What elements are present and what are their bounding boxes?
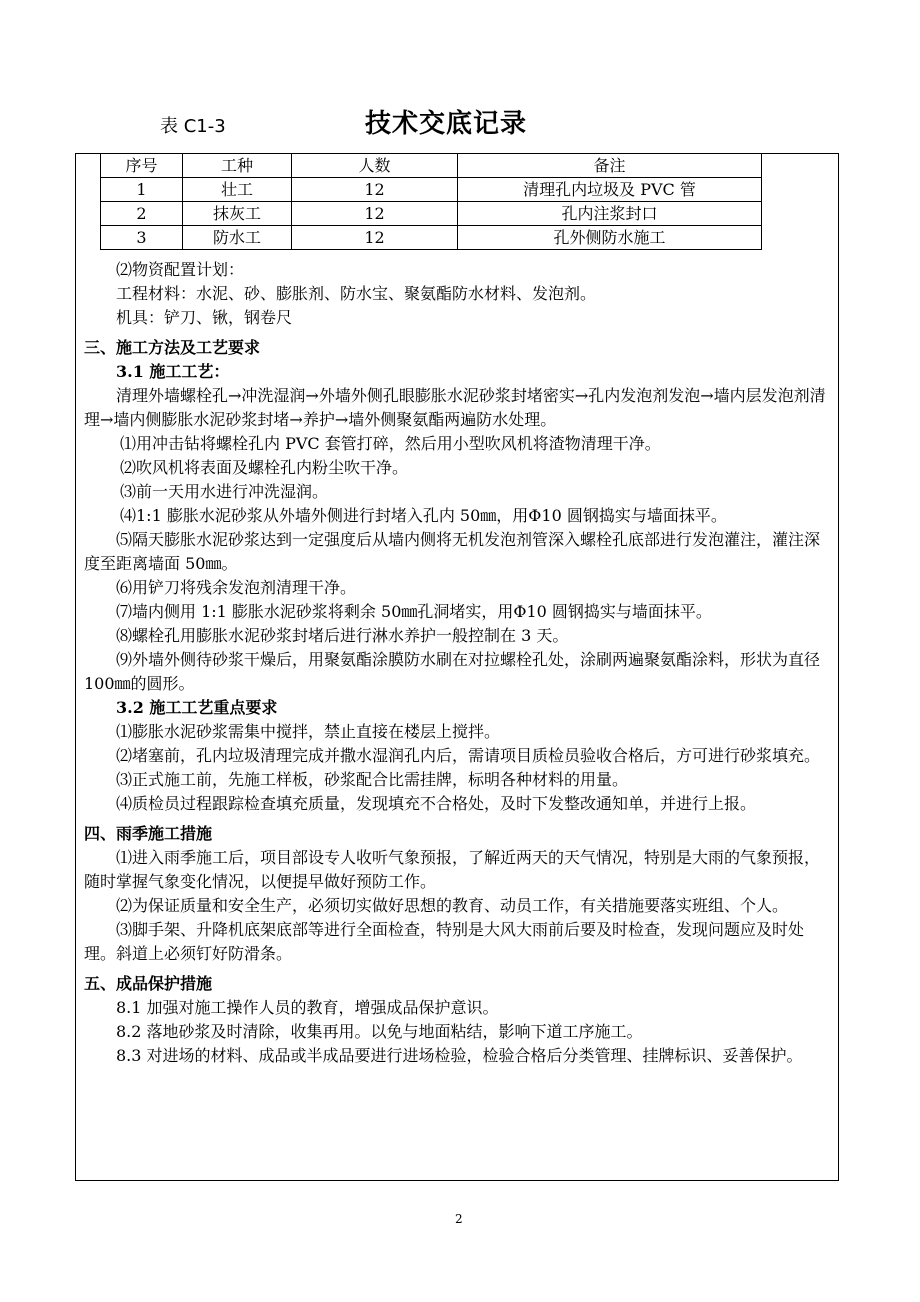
table-row <box>101 202 762 226</box>
cell-index: 2 <box>101 202 183 226</box>
cell-remarks: 清理孔内垃圾及 PVC 管 <box>458 178 762 202</box>
section-3-1-title: 3.1 施工工艺： <box>116 362 230 381</box>
cell-headcount: 12 <box>292 202 458 226</box>
col-header-index: 序号 <box>101 154 183 178</box>
cell-index: 3 <box>101 226 183 250</box>
cell-trade: 壮工 <box>183 178 292 202</box>
materials-tools: 机具：铲刀、锹，钢卷尺 <box>116 308 293 327</box>
page-number: 2 <box>455 1212 463 1226</box>
process-step: ⑵吹风机将表面及螺栓孔内粉尘吹干净。 <box>120 458 409 477</box>
record-body <box>84 258 830 1068</box>
key-point: ⑷质检员过程跟踪检查填充质量，发现填充不合格处，及时下发整改通知单，并进行上报。 <box>116 794 757 813</box>
protection-measure: 8.2 落地砂浆及时清除，收集再用。以免与地面粘结，影响下道工序施工。 <box>116 1022 643 1041</box>
materials-engineering: 工程材料：水泥、砂、膨胀剂、防水宝、聚氨酯防水材料、发泡剂。 <box>116 284 597 303</box>
section-3-2-title: 3.2 施工工艺重点要求 <box>116 698 278 717</box>
process-step: ⑴用冲击钻将螺栓孔内 PVC 套管打碎，然后用小型吹风机将渣物清理干净。 <box>120 434 661 453</box>
rain-measure: ⑴进入雨季施工后，项目部设专人收听气象预报，了解近两天的天气情况，特别是大雨的气象预报，随时掌握气象变化情况，以便提早做好预防工作。 <box>84 848 821 891</box>
key-point: ⑶正式施工前，先施工样板，砂浆配合比需挂牌，标明各种材料的用量。 <box>116 770 629 789</box>
cell-remarks: 孔外侧防水施工 <box>458 226 762 250</box>
key-point: ⑵堵塞前，孔内垃圾清理完成并撒水湿润孔内后，需请项目质检员验收合格后，方可进行砂浆填充。 <box>116 746 821 765</box>
process-step: ⑼外墙外侧待砂浆干燥后，用聚氨酯涂膜防水刷在对拉螺栓孔处，涂刷两遍聚氨酯涂料，形状为直径 100㎜的圆形。 <box>84 650 821 693</box>
section-5-title: 五、成品保护措施 <box>84 974 213 993</box>
section-4-title: 四、雨季施工措施 <box>84 824 213 843</box>
cell-headcount: 12 <box>292 226 458 250</box>
protection-measure: 8.1 加强对施工操作人员的教育，增强成品保护意识。 <box>116 998 499 1017</box>
document-title: 技术交底记录 <box>365 109 528 139</box>
col-header-headcount: 人数 <box>292 154 458 178</box>
process-step: ⑶前一天用水进行冲洗湿润。 <box>120 482 329 501</box>
protection-measure: 8.3 对进场的材料、成品或半成品要进行进场检验，检验合格后分类管理、挂牌标识、妥善保护。 <box>116 1046 803 1065</box>
process-step: ⑺墙内侧用 1:1 膨胀水泥砂浆将剩余 50㎜孔洞堵实，用Φ10 圆钢捣实与墙面抹平。 <box>116 602 712 621</box>
cell-remarks: 孔内注浆封口 <box>458 202 762 226</box>
staff-table <box>100 154 762 250</box>
cell-trade: 抹灰工 <box>183 202 292 226</box>
staff-table-header-row <box>101 154 762 178</box>
process-step: ⑹用铲刀将残余发泡剂清理干净。 <box>116 578 357 597</box>
cell-headcount: 12 <box>292 178 458 202</box>
process-step: ⑷1:1 膨胀水泥砂浆从外墙外侧进行封堵入孔内 50㎜，用Φ10 圆钢捣实与墙面抹平。 <box>120 506 727 525</box>
section-3-title: 三、施工方法及工艺要求 <box>84 338 261 357</box>
record-frame <box>75 153 839 1181</box>
col-header-trade: 工种 <box>183 154 292 178</box>
form-code: 表 C1-3 <box>160 116 226 137</box>
materials-heading: ⑵物资配置计划： <box>116 260 245 279</box>
process-flow: 清理外墙螺栓孔→冲洗湿润→外墙外侧孔眼膨胀水泥砂浆封堵密实→孔内发泡剂发泡→墙内层发泡剂清理→墙内侧膨胀水泥砂浆封堵→养护→墙外侧聚氨酯两遍防水处理。 <box>84 386 826 429</box>
cell-trade: 防水工 <box>183 226 292 250</box>
table-row <box>101 178 762 202</box>
process-step: ⑻螺栓孔用膨胀水泥砂浆封堵后进行淋水养护一般控制在 3 天。 <box>116 626 569 645</box>
table-row <box>101 226 762 250</box>
rain-measure: ⑶脚手架、升降机底架底部等进行全面检查，特别是大风大雨前后要及时检查，发现问题应及时处理。斜道上必须钉好防滑条。 <box>84 920 805 963</box>
rain-measure: ⑵为保证质量和安全生产，必须切实做好思想的教育、动员工作，有关措施要落实班组、个人。 <box>116 896 789 915</box>
key-point: ⑴膨胀水泥砂浆需集中搅拌，禁止直接在楼层上搅拌。 <box>116 722 501 741</box>
process-step: ⑸隔天膨胀水泥砂浆达到一定强度后从墙内侧将无机发泡剂管深入螺栓孔底部进行发泡灌注，灌注深度至距离墙面 50㎜。 <box>84 530 821 573</box>
col-header-remarks: 备注 <box>458 154 762 178</box>
cell-index: 1 <box>101 178 183 202</box>
